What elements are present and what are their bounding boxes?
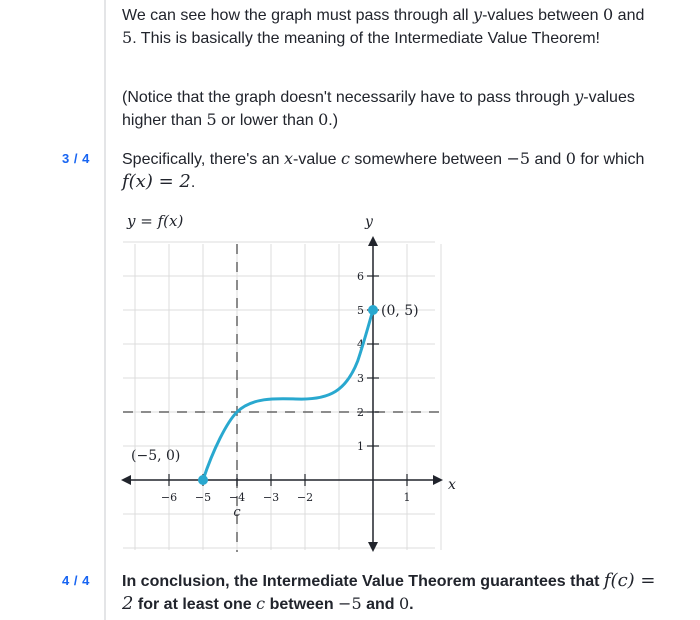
point-label-neg5-0: (−5, 0) — [131, 448, 181, 464]
point-label-0-5: (0, 5) — [381, 303, 419, 319]
y-axis-up-arrow-icon — [368, 236, 378, 246]
y-axis-down-arrow-icon — [368, 542, 378, 552]
x-tick-label: −3 — [262, 491, 280, 504]
paragraph-step-4: In conclusion, the Intermediate Value Theorem guarantees that f(c) = 2 for at least one c between −5 and 0. — [122, 570, 656, 614]
y-tick-label: 2 — [357, 406, 364, 419]
key-point — [368, 305, 378, 315]
x-tick-label: −6 — [160, 491, 178, 504]
c-label: c — [233, 505, 241, 520]
function-curve — [203, 310, 373, 480]
x-tick-label: −4 — [228, 491, 246, 504]
key-points — [198, 305, 378, 485]
x-tick-label: 1 — [403, 491, 411, 504]
y-tick-label: 3 — [357, 372, 364, 385]
equation-fc-2: f(c) = 2 — [122, 570, 656, 614]
step-label-3: 3 / 4 — [62, 151, 90, 166]
paragraph-step-3: Specifically, there's an x-value c somewhere between −5 and 0 for which f(x) = 2. — [122, 149, 645, 192]
y-tick-label: 5 — [357, 304, 364, 317]
x-axis-left-arrow-icon — [121, 475, 131, 485]
var-y: y — [473, 5, 483, 24]
x-axis-label: x — [448, 477, 456, 493]
equation-fx-2: f(x) = 2 — [122, 171, 191, 192]
y-tick-label: 4 — [357, 338, 364, 351]
key-point — [198, 475, 208, 485]
function-label: y = f(x) — [127, 212, 184, 230]
paragraph-ivt-meaning: We can see how the graph must pass through all y-values between 0 and 5. This is basically the meaning of the Intermediate Value Theorem! — [122, 5, 645, 47]
y-tick-label: 6 — [357, 270, 364, 283]
var-y: y — [574, 87, 584, 106]
function-graph — [115, 210, 455, 560]
paragraph-notice: (Notice that the graph doesn't necessarily have to pass through y-values higher than 5 or lower than 0.) — [122, 87, 635, 129]
y-tick-label: 1 — [357, 440, 364, 453]
x-tick-label: −5 — [194, 491, 212, 504]
x-tick-label: −2 — [296, 491, 314, 504]
step-rail — [104, 0, 106, 620]
y-axis-label: y — [365, 214, 373, 230]
step-label-4: 4 / 4 — [62, 573, 90, 588]
